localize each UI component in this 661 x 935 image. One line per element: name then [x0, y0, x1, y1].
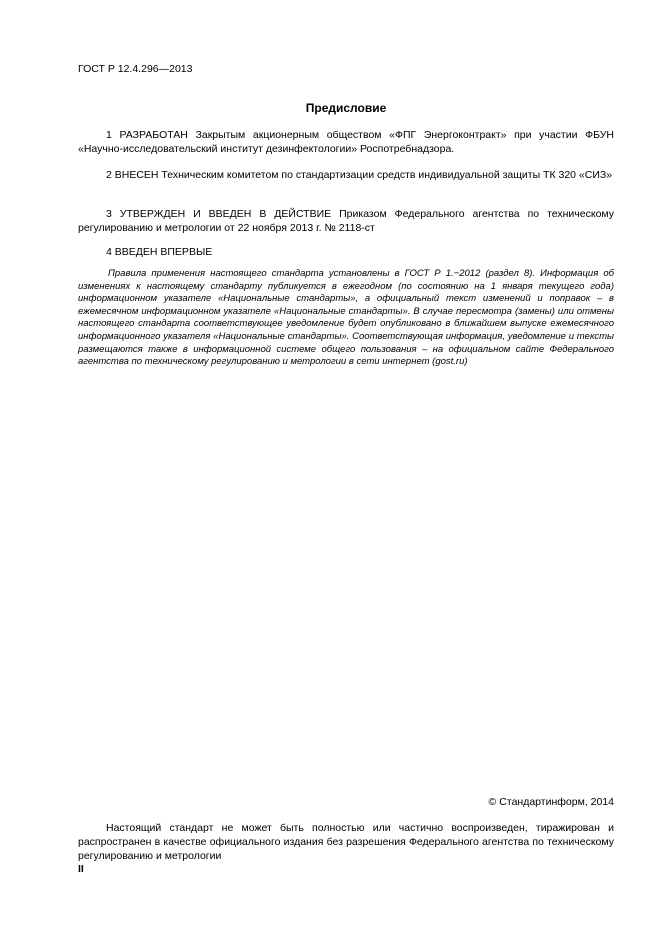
page-title: Предисловие	[305, 101, 387, 115]
paragraph-introduced-first: 4 ВВЕДЕН ВПЕРВЫЕ	[106, 246, 213, 258]
paragraph-developed-by: 1 РАЗРАБОТАН Закрытым акционерным обществом «ФПГ Энергоконтракт» при участии ФБУН «Научно-исследовательский институт дезинфектологии» Роспотребнадзора.	[78, 129, 614, 155]
page-number: II	[78, 863, 84, 875]
copyright-symbol: ©	[488, 796, 497, 808]
reproduction-notice: Настоящий стандарт не может быть полностью или частично воспроизведен, тиражирован и распространен в качестве официального издания без разрешения Федерального агентства по техническому регулированию и метрологии	[78, 822, 614, 862]
paragraph-approved: 3 УТВЕРЖДЕН И ВВЕДЕН В ДЕЙСТВИЕ Приказом Федерального агентства по техническому регулированию и метрологии от 22 ноября 2013 г. № 2118-ст	[78, 208, 614, 234]
paragraph-submitted-by: 2 ВНЕСЕН Техническим комитетом по стандартизации средств индивидуальной защиты ТК 320 «СИЗ»	[106, 169, 613, 181]
document-code-header: ГОСТ Р 12.4.296—2013	[78, 63, 193, 75]
standard-application-note: Правила применения настоящего стандарта установлены в ГОСТ Р 1.−2012 (раздел 8). Информация об изменениях к настоящему стандарту публикуется в ежегодном (по состоянию на 1 января текущего года) информационном указателе «Национальные стандарты», а официальный текст изменений и поправок – в ежемесячном информационном указателе «Национальные стандарты». В случае пересмотра (замены) или отмены настоящего стандарта соответствующее уведомление будет опубликовано в ближайшем выпуске ежемесячного информационного указателя «Национальные стандарты». Соответствующая информация, уведомление и тексты размещаются также в информационной системе общего пользования – на официальном сайте Федерального агентства по техническому регулированию и метрологии в сети интернет (gost.ru)	[78, 268, 614, 368]
copyright-text: Стандартинформ, 2014	[499, 796, 614, 808]
copyright-line	[489, 796, 614, 808]
